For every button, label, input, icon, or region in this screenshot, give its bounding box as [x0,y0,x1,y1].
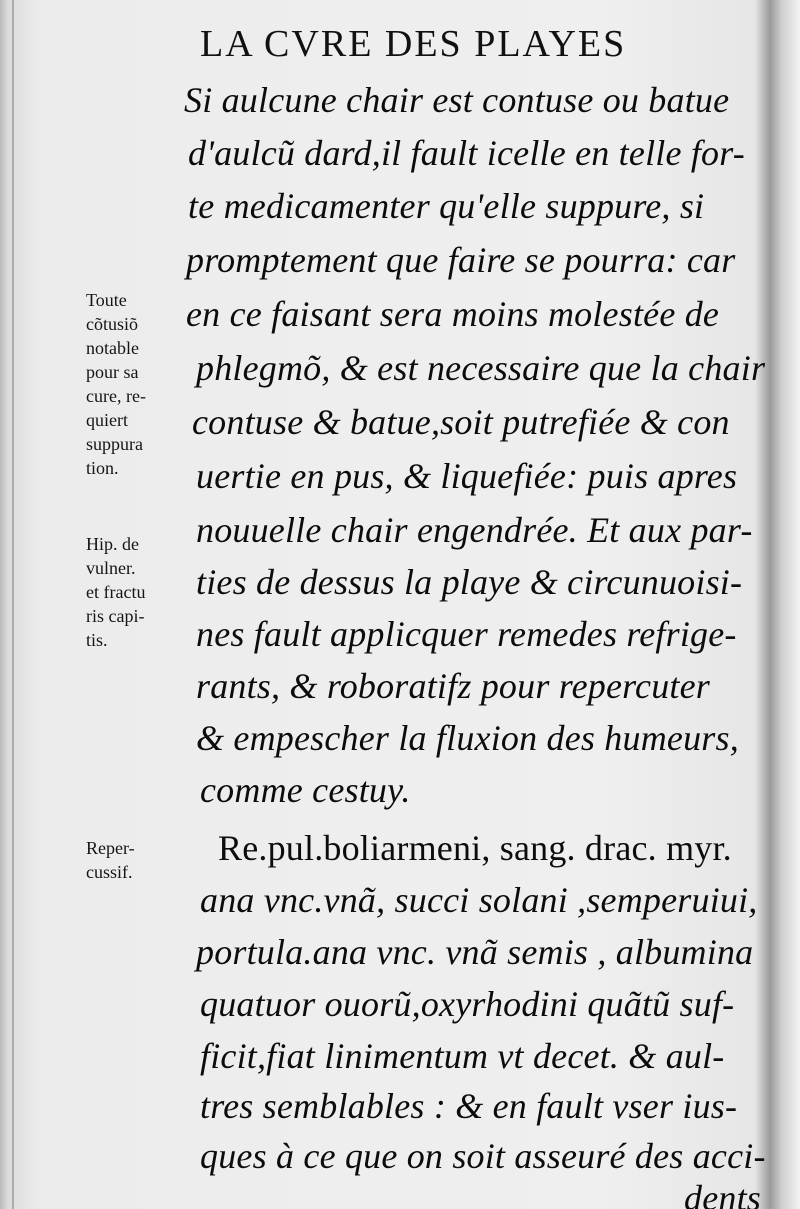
text-line: d'aulcũ dard,il fault icelle en telle for- [188,133,745,173]
text-line: ques à ce que on soit asseuré des acci- [200,1136,766,1176]
margin-note-line: cõtusiõ [86,314,138,334]
margin-note-line: Toute [86,290,127,310]
text-line: uertie en pus, & liquefiée: puis apres [196,456,738,496]
margin-note-line: cussif. [86,862,133,882]
text-line: phlegmõ, & est necessaire que la chair [196,348,766,388]
text-line: rants, & roboratifz pour repercuter [196,666,711,706]
margin-note [86,836,186,884]
text-line: comme cestuy. [200,770,411,810]
text-line: ties de dessus la playe & circunuoisi- [196,562,743,602]
text-line: Re.pul.boliarmeni, sang. drac. myr. [218,828,732,868]
margin-note [86,288,186,480]
text-line: nouuelle chair engendrée. Et aux par- [196,510,753,550]
margin-note-line: tis. [86,630,108,650]
text-line: portula.ana vnc. vnã semis , albumina [196,932,754,972]
margin-note-line: cure, re- [86,386,146,406]
margin-note-line: Reper- [86,838,135,858]
margin-note-line: quiert [86,410,128,430]
text-line: promptement que faire se pourra: car [186,240,736,280]
text-line: quatuor ouorũ,oxyrhodini quãtũ suf- [200,984,735,1024]
text-line: ficit,fiat linimentum vt decet. & aul- [200,1036,725,1076]
text-line: contuse & batue,soit putrefiée & con [192,402,730,442]
margin-note-line: suppura [86,434,143,454]
text-line: & empescher la fluxion des humeurs, [196,718,739,758]
margin-note-line: tion. [86,458,119,478]
margin-note-line: vulner. [86,558,136,578]
text-line: dents [684,1178,761,1209]
text-line: Si aulcune chair est contuse ou batue [184,80,730,120]
margin-note [86,532,186,652]
text-line: ana vnc.vnã, succi solani ,semperuiui, [200,880,758,920]
margin-note-line: et fractu [86,582,146,602]
text-line: te medicamenter qu'elle suppure, si [188,186,705,226]
text-line: en ce faisant sera moins molestée de [186,294,720,334]
text-line: tres semblables : & en fault vser ius- [200,1086,738,1126]
margin-note-line: notable [86,338,139,358]
margin-note-line: Hip. de [86,534,139,554]
page-gutter-edge [12,0,14,1209]
running-head: LA CVRE DES PLAYES [200,23,627,65]
text-line: nes fault applicquer remedes refrige- [196,614,737,654]
margin-note-line: pour sa [86,362,139,382]
margin-note-line: ris capi- [86,606,145,626]
